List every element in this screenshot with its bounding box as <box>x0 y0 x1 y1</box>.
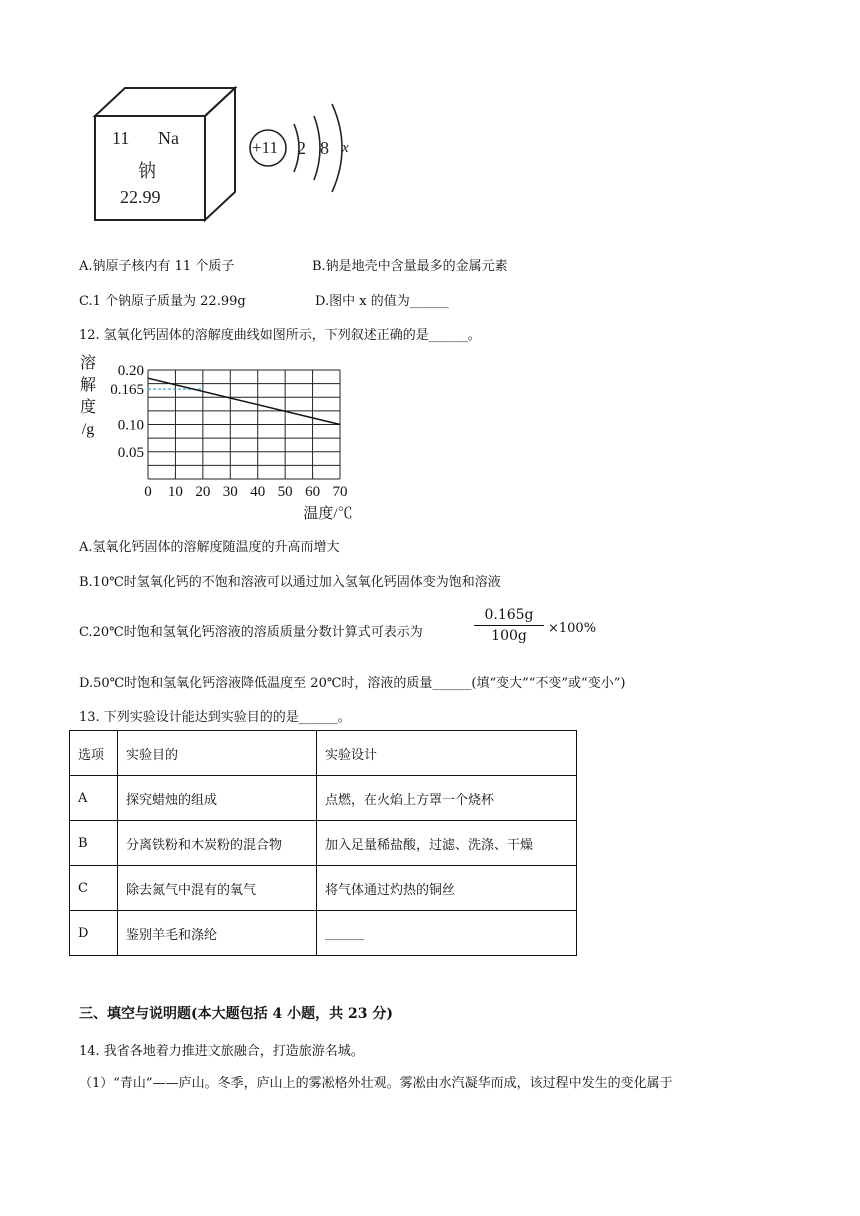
fraction-denominator: 100g <box>491 628 527 644</box>
x-tick-label: 30 <box>222 484 238 500</box>
row-design-blank[interactable]: ______ <box>317 911 577 956</box>
atomic-mass: 22.99 <box>120 187 161 207</box>
table-row <box>70 821 577 866</box>
chart-grid <box>148 370 340 479</box>
x-tick-label: 10 <box>167 484 183 500</box>
q12-option-b: B.10℃时氢氧化钙的不饱和溶液可以通过加入氢氧化钙固体变为饱和溶液 <box>79 575 501 590</box>
table-row <box>70 866 577 911</box>
solubility-curve-chart <box>74 352 364 524</box>
row-option: B <box>70 821 118 866</box>
q11-option-a: A.钠原子核内有 11 个质子 <box>79 259 235 274</box>
header-cell-option: 选项 <box>70 731 118 776</box>
header-cell-purpose: 实验目的 <box>118 731 317 776</box>
x-tick-label: 40 <box>250 484 266 500</box>
x-tick-label: 60 <box>305 484 321 500</box>
nucleus-charge: +11 <box>252 138 278 157</box>
table-row <box>70 911 577 956</box>
shell-3-electrons: x <box>342 140 349 156</box>
y-tick-labels <box>110 363 144 461</box>
q12-option-c-suffix: ×100% <box>548 621 597 636</box>
q13-stem: 13. 下列实验设计能达到实验目的的是______。 <box>79 710 351 725</box>
y-axis-label-char: 度 <box>79 399 97 416</box>
x-tick-label: 70 <box>332 484 348 500</box>
q11-option-d-blank[interactable]: ______ <box>409 294 449 309</box>
q12-option-a: A.氢氧化钙固体的溶解度随温度的升高而增大 <box>79 540 340 555</box>
shell-2-electrons: 8 <box>320 138 329 158</box>
table-header-row <box>70 731 577 776</box>
row-purpose: 鉴别羊毛和涤纶 <box>118 911 317 956</box>
row-option: C <box>70 866 118 911</box>
q11-option-d <box>315 290 449 309</box>
cube-outline <box>90 86 240 222</box>
y-axis-label-char: 溶 <box>79 355 97 372</box>
row-design: 加入足量稀盐酸，过滤、洗涤、干燥 <box>317 821 577 866</box>
header-cell-design: 实验设计 <box>317 731 577 776</box>
y-tick-label: 0.165 <box>110 382 144 399</box>
q14-part-1: （1）“青山”——庐山。冬季，庐山上的雾凇格外壮观。雾凇由水汽凝华而成，该过程中发生的变化属于 <box>79 1076 673 1091</box>
fraction-numerator: 0.165g <box>474 607 544 626</box>
x-axis-label: 温度/℃ <box>303 506 353 522</box>
q11-option-c: C.1 个钠原子质量为 22.99g <box>79 294 246 309</box>
y-tick-label: 0.20 <box>117 363 144 379</box>
q12-option-c-text: C.20℃时饱和氢氧化钙溶液的溶质质量分数计算式可表示为 <box>79 625 423 640</box>
x-tick-labels <box>144 484 347 500</box>
q11-option-d-text: D.图中 x 的值为 <box>315 294 410 309</box>
q14-stem: 14. 我省各地着力推进文旅融合，打造旅游名城。 <box>79 1044 364 1059</box>
row-option: A <box>70 776 118 821</box>
atomic-number: 11 <box>112 128 130 148</box>
y-tick-label: 0.05 <box>117 444 144 461</box>
row-design: 将气体通过灼热的铜丝 <box>317 866 577 911</box>
element-name: 钠 <box>138 161 156 181</box>
x-tick-label: 0 <box>144 484 152 500</box>
row-purpose: 除去氮气中混有的氧气 <box>118 866 317 911</box>
table-row <box>70 776 577 821</box>
row-purpose: 探究蜡烛的组成 <box>118 776 317 821</box>
row-option: D <box>70 911 118 956</box>
sodium-element-card <box>90 86 240 222</box>
x-tick-label: 50 <box>277 484 293 500</box>
y-axis-label-char: 解 <box>79 377 97 394</box>
q11-option-b: B.钠是地壳中含量最多的金属元素 <box>312 259 508 274</box>
x-tick-label: 20 <box>195 484 211 500</box>
shell-1-electrons: 2 <box>297 138 306 158</box>
experiment-table <box>69 730 577 956</box>
q12-option-d: D.50℃时饱和氢氧化钙溶液降低温度至 20℃时，溶液的质量______(填“变大”“不变”或“变小”) <box>79 676 626 691</box>
y-axis-label-char: /g <box>81 421 95 438</box>
element-symbol: Na <box>158 128 179 148</box>
sodium-atom-structure <box>246 100 366 200</box>
q12-option-c-fraction <box>474 607 544 644</box>
chart-series <box>148 378 340 424</box>
y-axis-label <box>80 354 96 438</box>
q12-stem: 12. 氢氧化钙固体的溶解度曲线如图所示，下列叙述正确的是______。 <box>79 328 481 343</box>
row-design: 点燃，在火焰上方罩一个烧杯 <box>317 776 577 821</box>
y-tick-label: 0.10 <box>117 417 144 434</box>
row-purpose: 分离铁粉和木炭粉的混合物 <box>118 821 317 866</box>
section-3-title: 三、填空与说明题(本大题包括 4 小题，共 23 分) <box>79 1006 393 1022</box>
solubility-curve <box>148 378 340 424</box>
